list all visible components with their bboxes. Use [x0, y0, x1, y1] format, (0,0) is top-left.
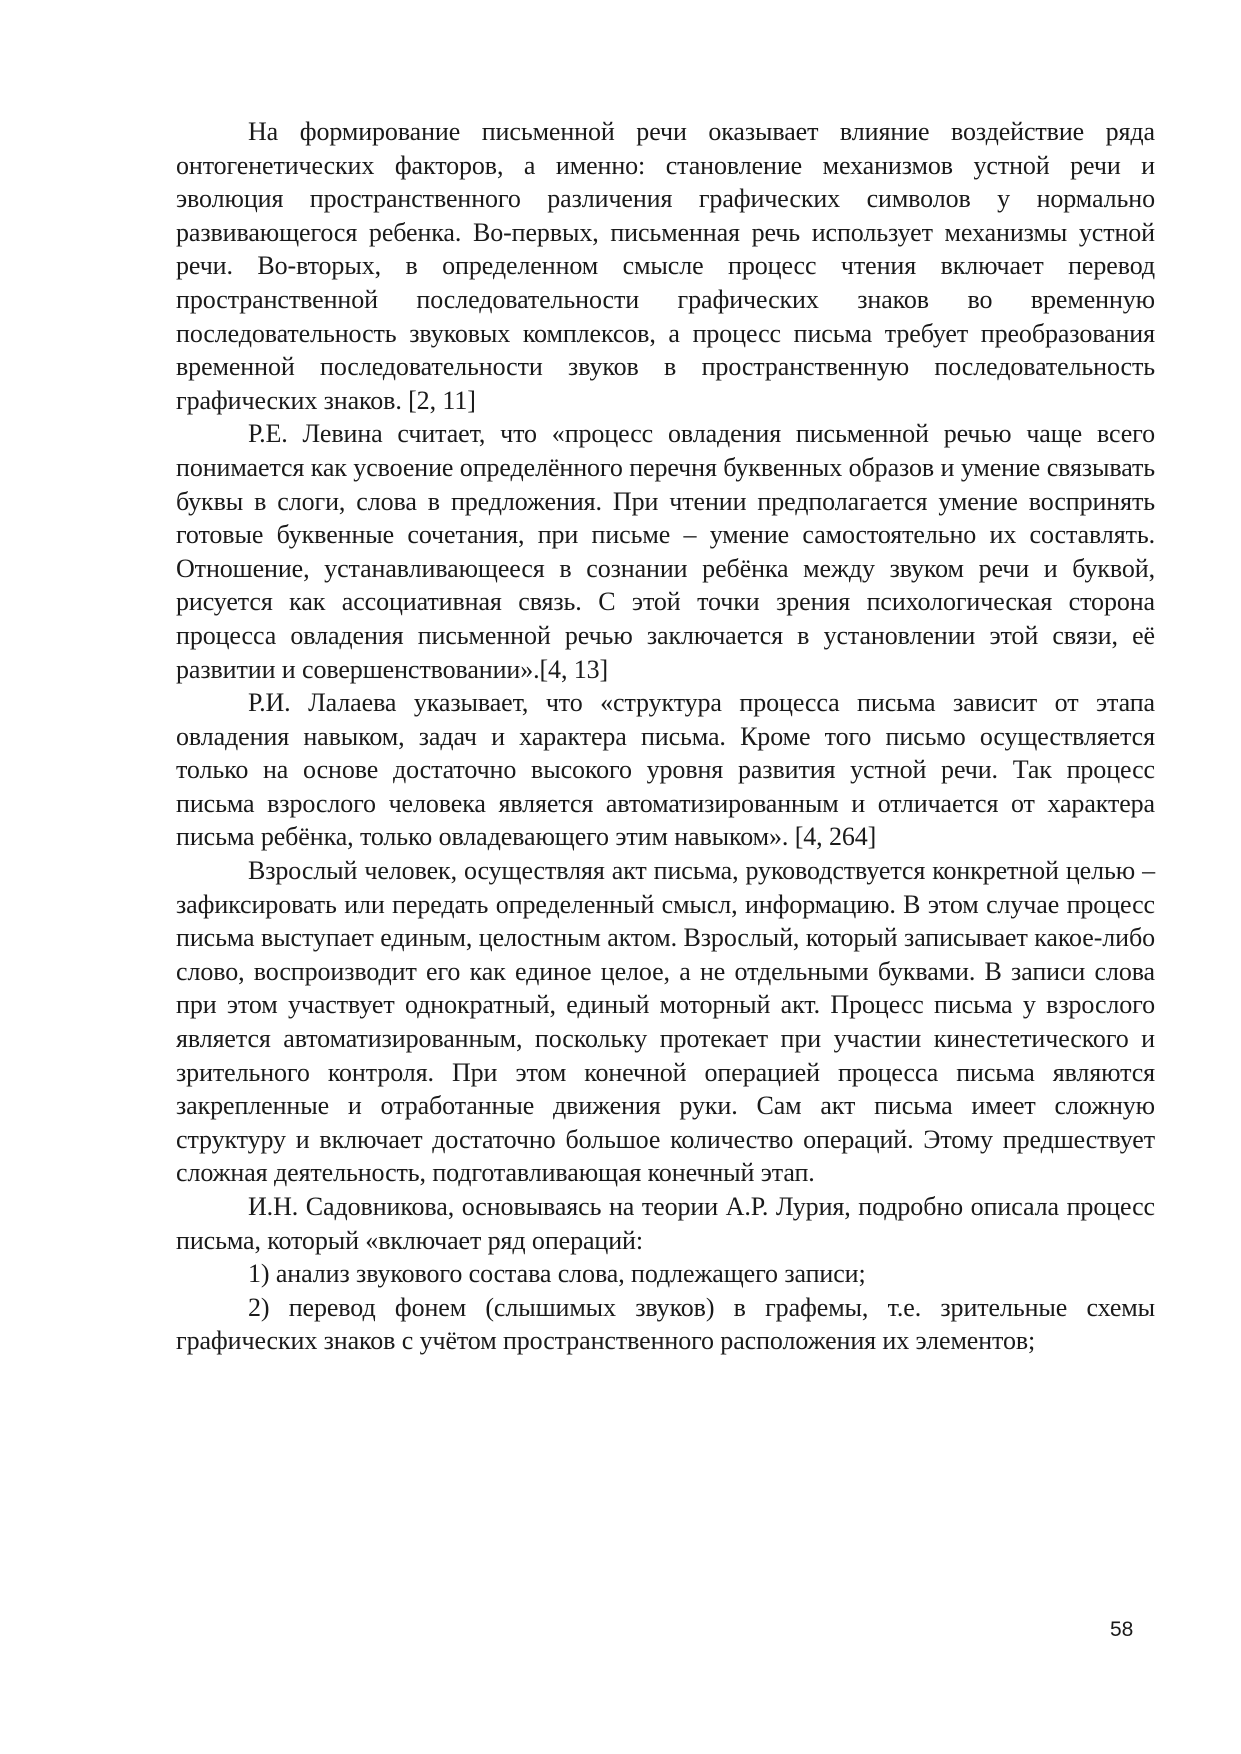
list-item-operation-1: 1) анализ звукового состава слова, подлежащего записи; — [248, 1259, 866, 1289]
paragraph-ontogenetic-factors: На формирование письменной речи оказывает влияние воздействие ряда онтогенетических факторов, а именно: становление механизмов устной речи и эволюция пространственного различения графических символов у нормально развивающегося ребенка. Во-первых, письменная речь использует механизмы устной речи. Во-вторых, в определенном смысле процесс чтения включает перевод пространственной последовательности графических знаков во временную последовательность звуковых комплексов, а процесс письма требует преобразования временной последовательности звуков в пространственную последовательность графических знаков. [2, 11] — [176, 117, 1155, 415]
page-number: 58 — [1110, 1618, 1134, 1641]
paragraph-levina-quote: Р.Е. Левина считает, что «процесс овладения письменной речью чаще всего понимается как усвоение определённого перечня буквенных образов и умение связывать буквы в слоги, слова в предложения. При чтении предполагается умение воспринять готовые буквенные сочетания, при письме – умение самостоятельно их составлять. Отношение, устанавливающееся в сознании ребёнка между звуком речи и буквой, рисуется как ассоциативная связь. С этой точки зрения психологическая сторона процесса овладения письменной речью заключается в установлении этой связи, её развитии и совершенствовании».[4, 13] — [176, 419, 1155, 684]
list-item-operation-2: 2) перевод фонем (слышимых звуков) в графемы, т.е. зрительные схемы графических знаков с учётом пространственного расположения их элементов; — [176, 1292, 1155, 1356]
paragraph-lalaeva-quote: Р.И. Лалаева указывает, что «структура процесса письма зависит от этапа овладения навыком, задач и характера письма. Кроме того письмо осуществляется только на основе достаточно высокого уровня развития устной речи. Так процесс письма взрослого человека является автоматизированным и отличается от характера письма ребёнка, только овладевающего этим навыком». [4, 264] — [176, 688, 1155, 852]
paragraph-sadovnikova-intro: И.Н. Садовникова, основываясь на теории А.Р. Лурия, подробно описала процесс письма, который «включает ряд операций: — [176, 1192, 1155, 1255]
paragraph-adult-writing: Взрослый человек, осуществляя акт письма, руководствуется конкретной целью – зафиксировать или передать определенный смысл, информацию. В этом случае процесс письма выступает единым, целостным актом. Взрослый, который записывает какое-либо слово, воспроизводит его как единое целое, а не отдельными буквами. В записи слова при этом участвует однократный, единый моторный акт. Процесс письма у взрослого является автоматизированным, поскольку протекает при участии кинестетического и зрительного контроля. При этом конечной операцией процесса письма являются закрепленные и отработанные движения руки. Сам акт письма имеет сложную структуру и включает достаточно большое количество операций. Этому предшествует сложная деятельность, подготавливающая конечный этап. — [176, 856, 1155, 1188]
document-body — [176, 115, 1155, 1358]
